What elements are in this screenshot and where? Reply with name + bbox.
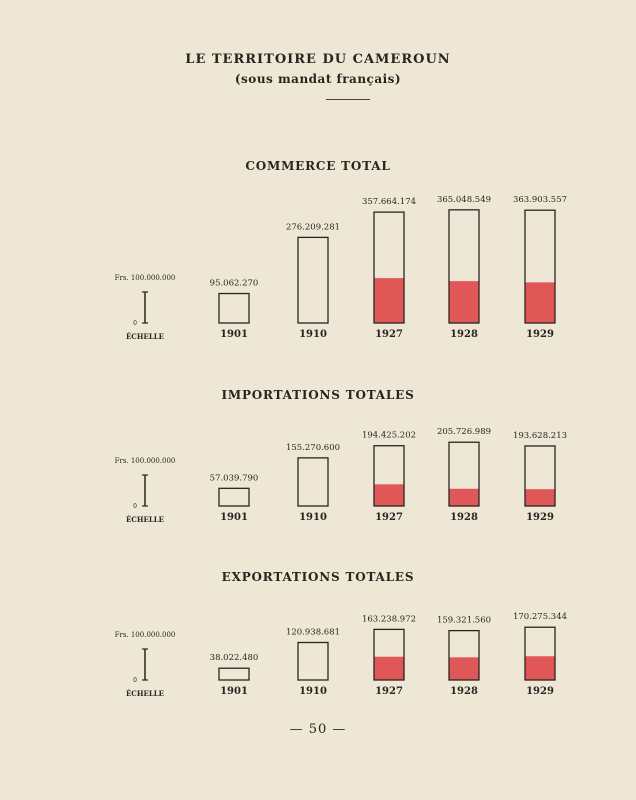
chart-title: COMMERCE TOTAL [245, 159, 391, 173]
chart-title: IMPORTATIONS TOTALES [221, 388, 415, 402]
value-label: 155.270.600 [285, 442, 341, 453]
bar-group-1901 [210, 653, 259, 697]
bar-red-fill [449, 489, 479, 506]
category-label: 1910 [299, 329, 327, 340]
bar-red-fill [449, 657, 479, 680]
bar-group-1927 [362, 431, 416, 523]
page-title: LE TERRITOIRE DU CAMEROUN [185, 52, 451, 67]
category-label: 1929 [526, 329, 554, 340]
bar-group-1901 [210, 473, 259, 523]
bar-red-fill [525, 489, 555, 506]
bar [298, 643, 328, 680]
chart-importations-totales [0, 380, 636, 530]
bar-red-fill [525, 282, 555, 323]
scale-zero-label: 0 [133, 677, 137, 684]
scale-label: Frs. 100.000.000 [114, 274, 176, 282]
category-label: 1928 [450, 686, 478, 697]
value-label: 194.425.202 [361, 430, 417, 441]
category-label: 1927 [375, 686, 403, 697]
bar [219, 488, 249, 506]
scale-caption: ÉCHELLE [125, 515, 165, 524]
scale-zero-label: 0 [133, 503, 137, 510]
value-label: 365.048.549 [436, 194, 492, 205]
value-label: 205.726.989 [436, 427, 492, 438]
category-label: 1927 [375, 329, 403, 340]
bar-group-1901 [210, 279, 259, 340]
bar-red-fill [374, 657, 404, 680]
bar-group-1927 [362, 614, 416, 697]
scale-bar [115, 274, 176, 341]
bar-red-fill [374, 484, 404, 506]
bar-group-1928 [437, 616, 491, 697]
value-label: 159.321.560 [436, 615, 492, 626]
bar-group-1928 [437, 427, 491, 523]
value-label: 193.628.213 [512, 430, 568, 441]
bar [219, 668, 249, 680]
category-label: 1929 [526, 512, 554, 523]
scale-bar [115, 457, 176, 524]
category-label: 1928 [450, 329, 478, 340]
bar-group-1910 [286, 443, 340, 523]
bar [219, 294, 249, 323]
value-label: 38.022.480 [209, 653, 259, 664]
value-label: 357.664.174 [361, 197, 417, 208]
bar-group-1929 [513, 195, 567, 340]
value-label: 163.238.972 [361, 614, 417, 625]
value-label: 170.275.344 [512, 612, 568, 623]
bar-group-1910 [286, 628, 340, 697]
bar-group-1929 [513, 612, 567, 697]
scale-label: Frs. 100.000.000 [114, 457, 176, 465]
chart-title: EXPORTATIONS TOTALES [221, 570, 415, 584]
category-label: 1901 [220, 329, 248, 340]
bar-red-fill [374, 278, 404, 323]
scale-bar [115, 631, 176, 698]
bar-red-fill [525, 656, 555, 680]
category-label: 1928 [450, 512, 478, 523]
category-label: 1901 [220, 686, 248, 697]
bar [298, 237, 328, 323]
scale-caption: ÉCHELLE [125, 332, 165, 341]
chart-commerce-total [0, 150, 636, 350]
category-label: 1927 [375, 512, 403, 523]
value-label: 95.062.270 [209, 278, 259, 289]
chart-exportations-totales [0, 562, 636, 702]
bar [298, 458, 328, 506]
title-rule [326, 99, 370, 100]
category-label: 1901 [220, 512, 248, 523]
page-subtitle: (sous mandat français) [234, 72, 402, 86]
scale-caption: ÉCHELLE [125, 689, 165, 698]
scale-zero-label: 0 [133, 320, 137, 327]
bar-group-1910 [286, 222, 340, 340]
scale-label: Frs. 100.000.000 [114, 631, 176, 639]
category-label: 1910 [299, 512, 327, 523]
bar-group-1927 [362, 197, 416, 340]
value-label: 120.938.681 [285, 627, 341, 638]
value-label: 57.039.790 [209, 473, 259, 484]
category-label: 1929 [526, 686, 554, 697]
page-number: — 50 — [289, 722, 347, 737]
value-label: 276.209.281 [285, 222, 341, 233]
category-label: 1910 [299, 686, 327, 697]
bar-group-1928 [437, 195, 491, 340]
value-label: 363.903.557 [512, 195, 568, 206]
bar-red-fill [449, 281, 479, 323]
bar-group-1929 [513, 431, 567, 523]
